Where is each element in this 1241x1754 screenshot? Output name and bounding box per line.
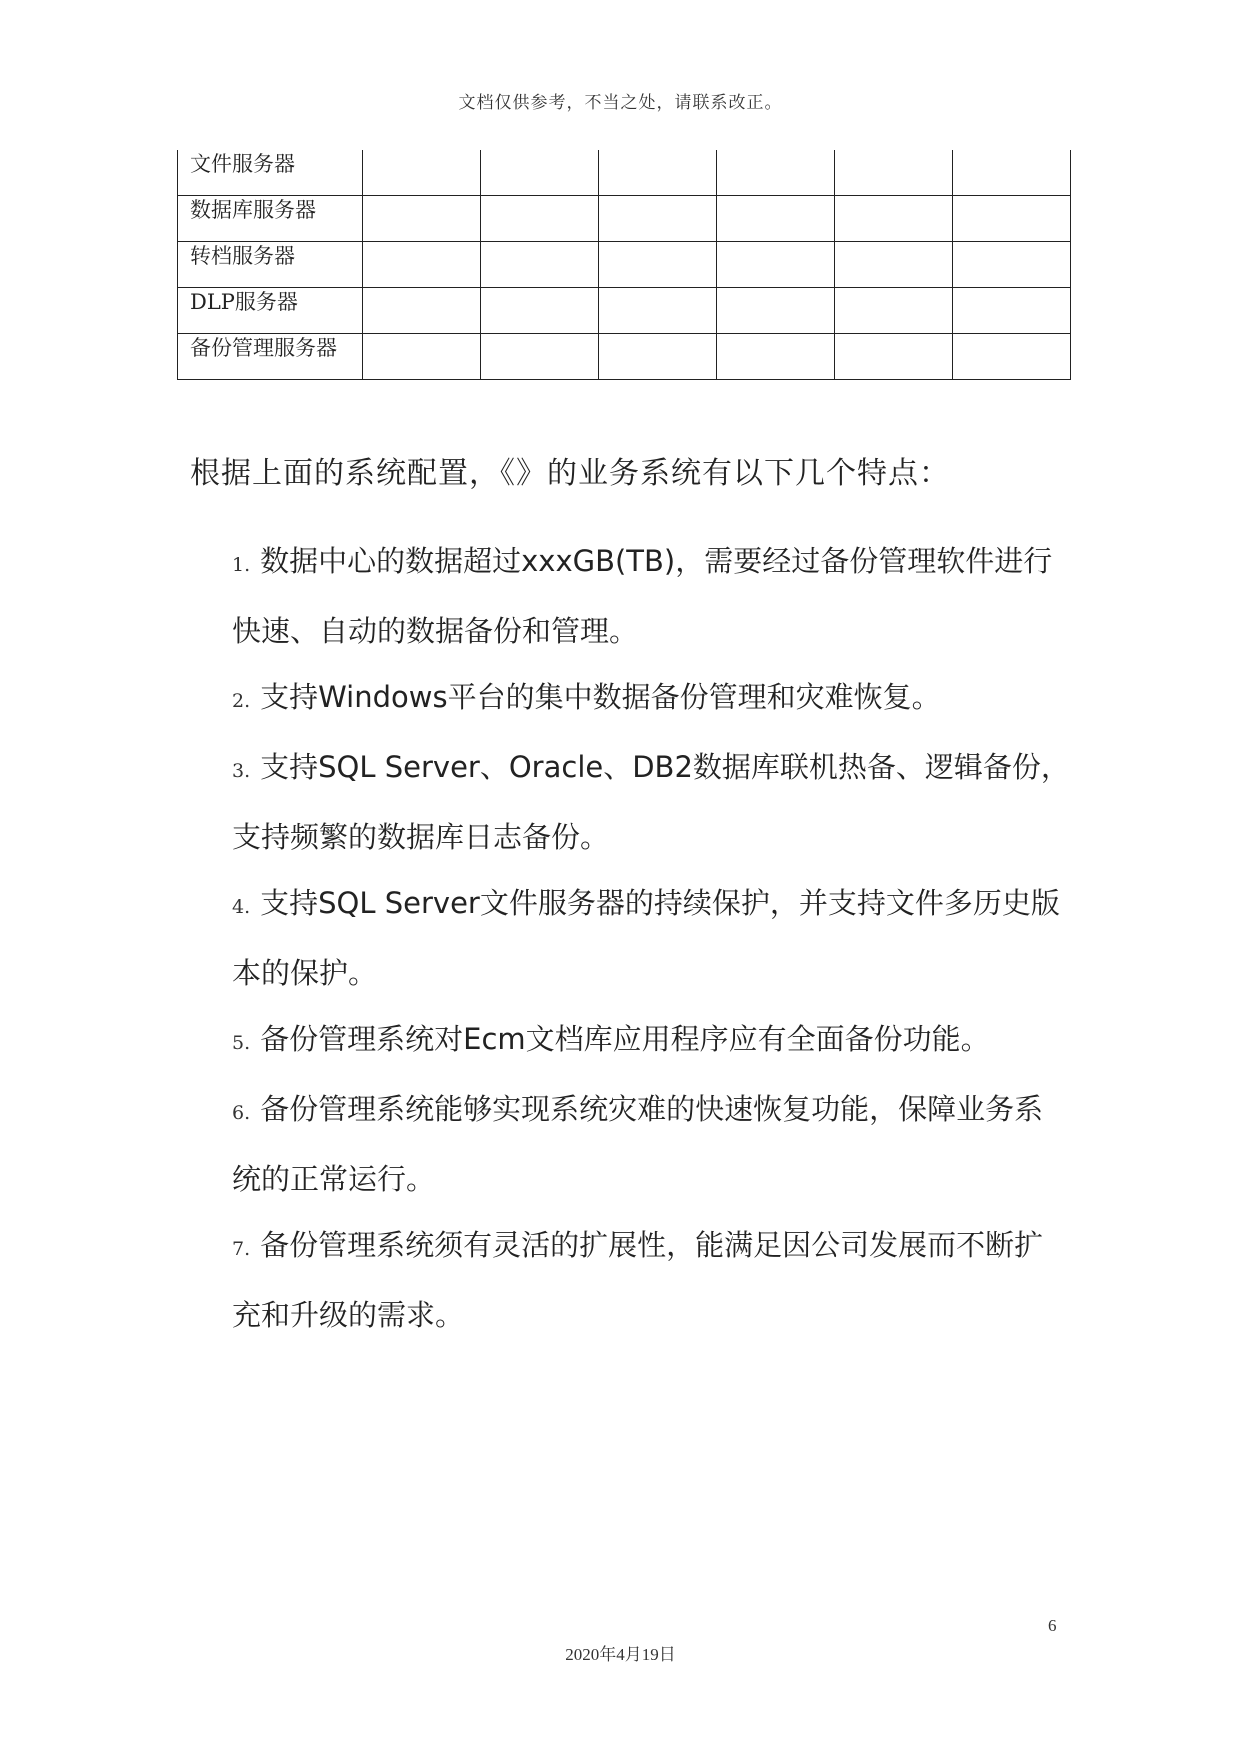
table-row bbox=[178, 334, 1071, 380]
list-item bbox=[232, 528, 1072, 664]
table-cell bbox=[835, 334, 953, 380]
list-item-text: 数据中心的数据超过xxxGB(TB)，需要经过备份管理软件进行快速、自动的数据备份和管理。 bbox=[232, 544, 1053, 648]
server-name-cell: 转档服务器 bbox=[178, 242, 363, 288]
table-cell bbox=[953, 334, 1071, 380]
table-row bbox=[178, 242, 1071, 288]
table-cell bbox=[481, 150, 599, 196]
server-name-cell: 备份管理服务器 bbox=[178, 334, 363, 380]
list-item bbox=[232, 1076, 1072, 1212]
table-cell bbox=[363, 150, 481, 196]
table-cell bbox=[599, 196, 717, 242]
list-item-text: 备份管理系统须有灵活的扩展性，能满足因公司发展而不断扩充和升级的需求。 bbox=[232, 1228, 1044, 1332]
list-item bbox=[232, 1212, 1072, 1348]
page-number: 6 bbox=[1048, 1616, 1057, 1635]
table-cell bbox=[363, 242, 481, 288]
table-cell bbox=[835, 288, 953, 334]
list-item bbox=[232, 870, 1072, 1006]
list-item bbox=[232, 1006, 1072, 1076]
table-cell bbox=[717, 196, 835, 242]
intro-paragraph: 根据上面的系统配置，《》的业务系统有以下几个特点： bbox=[190, 456, 950, 491]
server-name-cell: 文件服务器 bbox=[178, 150, 363, 196]
table-row bbox=[178, 196, 1071, 242]
list-item-text: 支持Windows平台的集中数据备份管理和灾难恢复。 bbox=[260, 680, 941, 714]
list-item-text: 备份管理系统能够实现系统灾难的快速恢复功能，保障业务系统的正常运行。 bbox=[232, 1092, 1044, 1196]
table-cell bbox=[835, 150, 953, 196]
table-cell bbox=[953, 242, 1071, 288]
table-cell bbox=[717, 242, 835, 288]
server-name-cell: 数据库服务器 bbox=[178, 196, 363, 242]
table-row bbox=[178, 150, 1071, 196]
list-item-number: 5. bbox=[232, 1032, 251, 1054]
table-cell bbox=[481, 196, 599, 242]
list-item-text: 支持SQL Server文件服务器的持续保护，并支持文件多历史版本的保护。 bbox=[232, 886, 1060, 990]
table-cell bbox=[363, 288, 481, 334]
server-table bbox=[177, 150, 1071, 380]
feature-list bbox=[232, 528, 1072, 1348]
table-cell bbox=[363, 334, 481, 380]
table-row bbox=[178, 288, 1071, 334]
list-item-number: 3. bbox=[232, 760, 251, 782]
list-item-number: 2. bbox=[232, 690, 251, 712]
list-item-text: 备份管理系统对Ecm文档库应用程序应有全面备份功能。 bbox=[260, 1022, 990, 1056]
table-cell bbox=[599, 242, 717, 288]
table-cell bbox=[481, 242, 599, 288]
list-item-text: 支持SQL Server、Oracle、DB2数据库联机热备、逻辑备份，支持频繁的数据库日志备份。 bbox=[232, 750, 1070, 854]
table-cell bbox=[717, 334, 835, 380]
table-cell bbox=[717, 288, 835, 334]
header-note: 文档仅供参考，不当之处，请联系改正。 bbox=[458, 93, 783, 113]
table-cell bbox=[835, 242, 953, 288]
list-item-number: 7. bbox=[232, 1238, 251, 1260]
table-cell bbox=[717, 150, 835, 196]
list-item-number: 4. bbox=[232, 896, 251, 918]
table-cell bbox=[599, 288, 717, 334]
table-cell bbox=[599, 334, 717, 380]
table-cell bbox=[953, 288, 1071, 334]
table-cell bbox=[835, 196, 953, 242]
table-cell bbox=[363, 196, 481, 242]
list-item-number: 1. bbox=[232, 554, 251, 576]
table-cell bbox=[481, 334, 599, 380]
footer-date: 2020年4月19日 bbox=[565, 1645, 676, 1664]
list-item-number: 6. bbox=[232, 1102, 251, 1124]
table-cell bbox=[481, 288, 599, 334]
table-cell bbox=[599, 150, 717, 196]
table-cell bbox=[953, 196, 1071, 242]
server-name-cell: DLP服务器 bbox=[178, 288, 363, 334]
list-item bbox=[232, 664, 1072, 734]
list-item bbox=[232, 734, 1072, 870]
table-cell bbox=[953, 150, 1071, 196]
